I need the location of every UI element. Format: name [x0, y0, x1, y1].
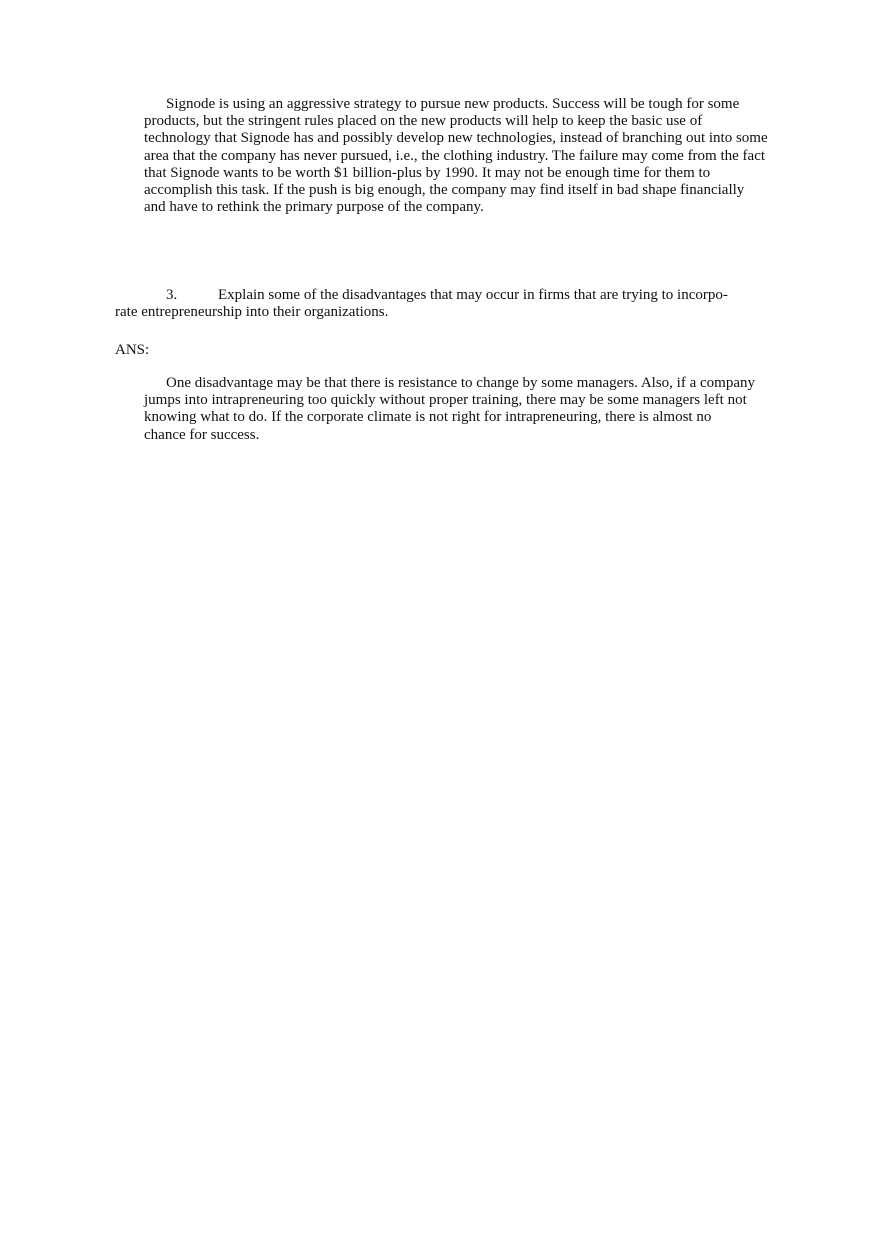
answer-paragraph-signode: Signode is using an aggressive strategy to pursue new products. Success will be tough for some products, but the stringent rules placed on the new products will help to keep the basic use of technology that Signode has and possibly develop new technologies, instead of branching out into some area that the company has never pursued, i.e., the clothing industry. The failure may come from the fact that Signode wants to be worth $1 billion-plus by 1990. It may not be enough time for them to accomplish this task. If the push is big enough, the company may find itself in bad shape financially and have to rethink the primary purpose of the company.	[144, 96, 768, 216]
question-text-line-1: Explain some of the disadvantages that may occur in firms that are trying to incorpo-	[218, 287, 728, 303]
question-number: 3.	[166, 287, 178, 303]
question-text-line-2: rate entrepreneurship into their organizations.	[115, 304, 389, 321]
answer-label: ANS:	[115, 342, 150, 358]
question-3	[115, 287, 765, 321]
question-3-line-1	[115, 287, 765, 304]
answer-paragraph-disadvantages: One disadvantage may be that there is resistance to change by some managers. Also, if a company jumps into intrapreneuring too quickly without proper training, there may be some managers left not knowing what to do. If the corporate climate is not right for intrapreneuring, there is almost no chance for success.	[144, 375, 755, 443]
